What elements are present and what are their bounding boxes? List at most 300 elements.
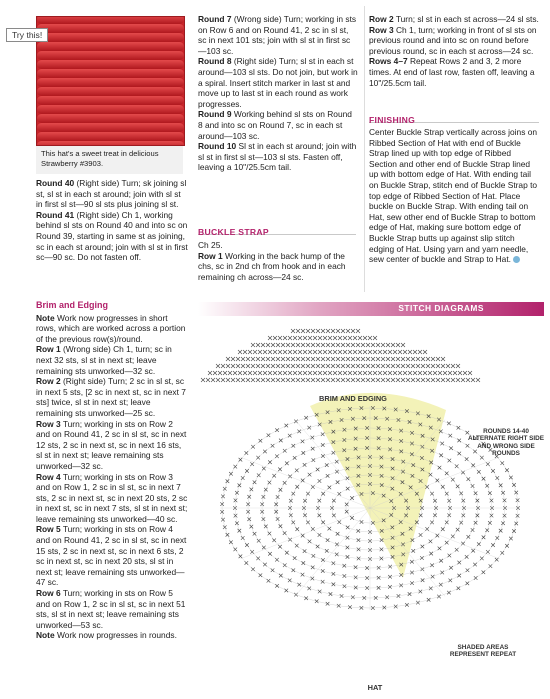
brim-stitch [303, 350, 307, 354]
brim-stitch [406, 378, 410, 382]
instruction-label: Row 2 [369, 14, 394, 24]
hat-stitch [489, 564, 493, 568]
instruction-text: Turn; working in sts on Row 2 and on Round 41, 2 sc in sl st, sc in next 12 sts, 2 sc in next st, sc in next 16 sts, sl st in next st; leave remaining sts unworked—32 sc. [36, 418, 187, 471]
brim-stitch [291, 364, 295, 368]
hat-stitch [448, 459, 452, 463]
brim-stitch [346, 378, 350, 382]
buckle-strap-heading: BUCKLE STRAP [198, 222, 356, 235]
instruction-text: Turn; working in sts on Row 4 and on Round 41, 2 sc in sl st, sc in next 15 sts, 2 sc in next st, sc in next 6 sts, 2 sc in next st, sc in next 20 sts, sl st in next st; leave remaining sts unworked—47 sc. [36, 524, 187, 588]
hat-stitch [259, 439, 263, 443]
hat-stitch [295, 485, 299, 489]
instruction-label: Rows 4–7 [369, 56, 408, 67]
instruction-label: Round 40 [36, 178, 75, 188]
brim-stitch [468, 371, 472, 375]
brim-stitch [281, 364, 285, 368]
brim-stitch [318, 350, 322, 354]
hat-stitch [439, 583, 443, 587]
brim-stitch [308, 336, 312, 340]
hat-stitch [301, 573, 305, 577]
photo-caption: This hat's a sweet treat in delicious Strawberry #3903. [36, 146, 183, 174]
brim-stitch [431, 378, 435, 382]
brim-stitch [458, 371, 462, 375]
brim-stitch [438, 371, 442, 375]
hat-stitch [278, 545, 282, 549]
brim-stitch [271, 343, 275, 347]
hat-stitch [329, 592, 333, 596]
brim-stitch [296, 343, 300, 347]
brim-stitch [411, 364, 415, 368]
instruction-label: Round 7 [198, 14, 232, 24]
brim-stitch [276, 364, 280, 368]
brim-stitch [388, 350, 392, 354]
brim-stitch [293, 350, 297, 354]
instruction-paragraph [369, 25, 541, 57]
hat-stitch [332, 514, 336, 518]
brim-stitch [258, 350, 262, 354]
brim-stitch [251, 378, 255, 382]
instruction-paragraph [36, 419, 188, 472]
hat-stitch [438, 466, 442, 470]
hat-stitch [267, 433, 271, 437]
instruction-paragraph [198, 56, 358, 109]
brim-stitch [358, 336, 362, 340]
brim-stitch [301, 357, 305, 361]
brim-stitch [208, 371, 212, 375]
hat-stitch [241, 476, 245, 480]
hat-stitch [285, 551, 289, 555]
column-divider [364, 6, 365, 292]
brim-stitch [221, 364, 225, 368]
hat-stitch [356, 529, 360, 533]
brim-stitch [361, 343, 365, 347]
hat-stitch [445, 472, 449, 476]
hat-stitch [448, 434, 452, 438]
hat-stitch [275, 584, 279, 588]
instruction-paragraph [36, 524, 188, 588]
hat-stitch [427, 598, 431, 602]
hat-stitch [307, 426, 311, 430]
hat-stitch [303, 499, 307, 503]
hat-stitch [459, 492, 463, 496]
brim-stitch [268, 336, 272, 340]
brim-stitch [403, 371, 407, 375]
brim-stitch [333, 336, 337, 340]
hat-stitch [272, 474, 276, 478]
brim-stitch [316, 378, 320, 382]
brim-stitch [336, 343, 340, 347]
hat-stitch [318, 479, 322, 483]
instruction-text: Turn; working in sts on Row 5 and on Row 1, 2 sc in sl st, sc in next 51 sts, sl st in next st; leave remaining sts unworked—53 sc. [36, 588, 186, 630]
brim-stitch [391, 364, 395, 368]
brim-stitch [421, 364, 425, 368]
brim-stitch [246, 357, 250, 361]
hat-stitch [456, 528, 460, 532]
brim-stitch [326, 357, 330, 361]
stitch-diagrams-banner: STITCH DIAGRAMS [198, 302, 544, 316]
brim-stitch [366, 364, 370, 368]
hat-stitch [291, 521, 295, 525]
hat-stitch [411, 549, 415, 553]
hat-stitch [328, 486, 332, 490]
brim-stitch [396, 378, 400, 382]
hat-stitch [490, 514, 494, 518]
brim-stitch [476, 378, 480, 382]
hat-stitch [288, 579, 292, 583]
column-3 [369, 14, 541, 88]
hat-stitch [419, 533, 423, 537]
hat-stitch [234, 514, 238, 518]
hat-stitch [233, 465, 237, 469]
brim-stitch [401, 343, 405, 347]
hat-stitch [495, 558, 499, 562]
hat-stitch [318, 533, 322, 537]
hat-stitch [316, 545, 320, 549]
brim-stitch [358, 350, 362, 354]
brim-stitch [266, 357, 270, 361]
brim-stitch [436, 378, 440, 382]
hat-stitch [312, 554, 316, 558]
brim-stitch [343, 350, 347, 354]
hat-stitch [226, 533, 230, 537]
hat-stitch [429, 540, 433, 544]
hat-stitch [318, 514, 322, 518]
brim-stitch [426, 378, 430, 382]
brim-stitch [363, 371, 367, 375]
hat-stitch [491, 469, 495, 473]
instruction-text: Ch 25. [198, 240, 223, 250]
brim-stitch [248, 371, 252, 375]
hat-stitch [488, 521, 492, 525]
hat-stitch [318, 590, 322, 594]
hat-stitch [283, 449, 287, 453]
hat-stitch [465, 457, 469, 461]
brim-stitch [426, 357, 430, 361]
brim-stitch [201, 378, 205, 382]
brim-stitch [361, 364, 365, 368]
brim-stitch [328, 371, 332, 375]
brim-stitch [371, 378, 375, 382]
brim-stitch [321, 364, 325, 368]
instruction-paragraph [369, 56, 541, 88]
hat-stitch [288, 538, 292, 542]
hat-stitch [500, 461, 504, 465]
brim-stitch [301, 378, 305, 382]
brim-stitch [233, 371, 237, 375]
hat-stitch [311, 566, 315, 570]
hat-stitch [288, 475, 292, 479]
hat-stitch [325, 463, 329, 467]
brim-stitch [318, 336, 322, 340]
hat-stitch [284, 589, 288, 593]
instruction-text: Ch 1, turn; working in front of sl sts on previous round and into sc on round before previous round, sc in each st across—24 sc. [369, 24, 537, 56]
brim-stitch [346, 364, 350, 368]
brim-stitch [393, 350, 397, 354]
brim-stitch [351, 357, 355, 361]
hat-stitch [271, 568, 275, 572]
instruction-text: (Wrong side) Turn; working in sts on Row 6 and on Round 41, 2 sc in sl st, sc in next 101 sts; join with sl st in first sc—103 sc. [198, 14, 357, 56]
brim-stitch [313, 371, 317, 375]
brim-stitch [281, 378, 285, 382]
brim-stitch [413, 371, 417, 375]
hat-stitch [288, 434, 292, 438]
brim-stitch [421, 357, 425, 361]
instruction-paragraph [198, 240, 358, 251]
brim-stitch [298, 371, 302, 375]
brim-stitch [393, 371, 397, 375]
brim-stitch [273, 336, 277, 340]
brim-stitch [246, 378, 250, 382]
hat-stitch [289, 513, 293, 517]
instruction-label: Row 4 [36, 471, 61, 482]
brim-stitch [368, 371, 372, 375]
hat-stitch [275, 428, 279, 432]
brim-stitch [401, 378, 405, 382]
hat-stitch [471, 464, 475, 468]
yarn-row [37, 51, 184, 60]
brim-stitch [288, 371, 292, 375]
brim-stitch [361, 378, 365, 382]
yarn-row [37, 96, 184, 105]
hat-stitch [297, 430, 301, 434]
hat-stitch [304, 596, 308, 600]
brim-stitch [326, 329, 330, 333]
brim-stitch [431, 364, 435, 368]
brim-stitch [253, 350, 257, 354]
brim-stitch [336, 364, 340, 368]
hat-stitch [302, 451, 306, 455]
hat-stitch [294, 593, 298, 597]
yarn-row [37, 105, 184, 114]
hat-stitch [482, 536, 486, 540]
brim-stitch [228, 371, 232, 375]
brim-stitch [416, 357, 420, 361]
hat-stitch [448, 554, 452, 558]
hat-stitch [263, 563, 267, 567]
hat-stitch [461, 471, 465, 475]
hat-stitch [399, 584, 403, 588]
hat-stitch [451, 478, 455, 482]
brim-stitch [331, 364, 335, 368]
brim-stitch [246, 364, 250, 368]
brim-stitch [391, 357, 395, 361]
column-1 [36, 178, 188, 263]
hat-stitch [238, 484, 242, 488]
shaded-areas-label: SHADED AREAS REPRESENT REPEAT [449, 644, 517, 659]
brim-stitch [418, 371, 422, 375]
brim-stitch [326, 364, 330, 368]
hat-stitch [438, 547, 442, 551]
hat-stitch [474, 576, 478, 580]
hat-stitch [239, 555, 243, 559]
brim-stitch [366, 357, 370, 361]
hat-stitch [332, 499, 336, 503]
hat-stitch [306, 492, 310, 496]
brim-stitch [366, 378, 370, 382]
brim-stitch [256, 378, 260, 382]
hat-stitch [291, 492, 295, 496]
brim-stitch [303, 371, 307, 375]
hat-stitch [471, 549, 475, 553]
hat-stitch [345, 503, 349, 507]
brim-stitch [278, 350, 282, 354]
hat-stitch [308, 473, 312, 477]
hat-stitch [345, 510, 349, 514]
hat-stitch [306, 521, 310, 525]
hat-stitch [264, 525, 268, 529]
hat-stitch [482, 477, 486, 481]
brim-stitch [296, 329, 300, 333]
brim-edging-label: BRIM AND EDGING [319, 394, 387, 403]
brim-stitch [368, 336, 372, 340]
hat-stitch [421, 545, 425, 549]
brim-stitch [251, 343, 255, 347]
brim-stitch [311, 357, 315, 361]
hat-stitch [291, 568, 295, 572]
brim-stitch [278, 336, 282, 340]
brim-stitch [306, 378, 310, 382]
brim-stitch [236, 364, 240, 368]
hat-stitch [250, 525, 254, 529]
hat-stitch [461, 542, 465, 546]
instruction-label: Row 1 [198, 250, 223, 261]
yarn-row [37, 24, 184, 33]
brim-stitch [423, 371, 427, 375]
brim-stitch [451, 364, 455, 368]
brim-stitch [406, 357, 410, 361]
hat-stitch [445, 521, 449, 525]
hat-stitch [350, 516, 354, 520]
brim-stitch [293, 371, 297, 375]
brim-stitch [446, 378, 450, 382]
brim-stitch [276, 378, 280, 382]
hat-stitch [430, 492, 434, 496]
hat-stitch [455, 464, 459, 468]
hat-stitch [467, 477, 471, 481]
brim-stitch [376, 343, 380, 347]
yarn-row [37, 114, 184, 123]
hat-stitch [437, 595, 441, 599]
hat-stitch [512, 483, 516, 487]
brim-stitch [341, 329, 345, 333]
instruction-label: Note [36, 630, 55, 641]
brim-stitch [291, 343, 295, 347]
instruction-text: Working behind sl sts on Round 8 and into sc on Round 7, sc in each st around—103 sc. [198, 109, 352, 141]
hat-stitch [302, 561, 306, 565]
brim-stitch [378, 350, 382, 354]
instruction-label: Round 10 [198, 141, 237, 152]
hat-stitch [441, 485, 445, 489]
instruction-text: (Wrong side) Ch 1, turn; sc in next 32 sts, sl st in next st; leave remaining sts unworked—32 sc. [36, 344, 172, 376]
instruction-paragraph [36, 630, 188, 641]
instruction-label: Row 5 [36, 524, 61, 535]
hat-stitch [461, 499, 465, 503]
hat-stitch [271, 444, 275, 448]
brim-stitch [218, 371, 222, 375]
brim-stitch [366, 343, 370, 347]
brim-stitch [241, 378, 245, 382]
hat-photo [36, 16, 185, 146]
hat-stitch [501, 521, 505, 525]
brim-stitch [383, 371, 387, 375]
hat-stitch [279, 524, 283, 528]
brim-stitch [256, 343, 260, 347]
brim-stitch [278, 371, 282, 375]
hat-stitch [337, 492, 341, 496]
brim-stitch [363, 350, 367, 354]
yarn-row [37, 42, 184, 51]
instruction-paragraph [198, 109, 358, 141]
brim-stitch [291, 378, 295, 382]
brim-stitch [283, 371, 287, 375]
brim-stitch [296, 357, 300, 361]
brim-stitch [238, 350, 242, 354]
hat-stitch [328, 527, 332, 531]
hat-stitch [289, 499, 293, 503]
instruction-text: Sl st in each st around; join with sl st in first sl st—103 sl sts. Fasten off, leaving a 10"/25.5cm tail. [198, 141, 357, 173]
brim-stitch [281, 343, 285, 347]
brim-stitch [386, 343, 390, 347]
yarn-row [37, 33, 184, 42]
end-mark-icon [513, 256, 520, 263]
brim-stitch [456, 378, 460, 382]
brim-stitch [243, 371, 247, 375]
brim-stitch [448, 371, 452, 375]
brim-stitch [443, 371, 447, 375]
brim-stitch [331, 343, 335, 347]
brim-stitch [396, 357, 400, 361]
hat-stitch [272, 538, 276, 542]
hat-stitch [245, 469, 249, 473]
brim-stitch [286, 378, 290, 382]
hat-stitch [321, 580, 325, 584]
hat-stitch [499, 529, 503, 533]
hat-stitch [448, 579, 452, 583]
finishing-text: Center Buckle Strap vertically across joins on Ribbed Section of Hat with end of Buckle Strap lined up with top edge of Ribbed Section and other end of Buckle Strap lined up with bottom edge of Hat. With ending tail on Buckle Strap, stitch end of Buckle Strap to top edge of Ribbed Section of Hat. Place buckle on Buckle Strap. With ending tail on Hat, sew other end of Buckle Strap to bottom edge of Hat, making sure bottom edge of Buckle Strap butts up against slip stitch edging of Hat. Using yarn and yarn needle, sew center of buckle and Strap to Hat. [369, 127, 538, 265]
brim-stitch [243, 350, 247, 354]
brim-stitch [318, 371, 322, 375]
brim-stitch [311, 378, 315, 382]
hat-stitch [461, 514, 465, 518]
brim-stitch [261, 378, 265, 382]
brim-stitch [231, 378, 235, 382]
brim-stitch [376, 357, 380, 361]
yarn-row [37, 87, 184, 96]
brim-stitch [453, 371, 457, 375]
brim-stitch [351, 378, 355, 382]
brim-stitch [336, 329, 340, 333]
hat-stitch [410, 581, 414, 585]
brim-stitch [331, 357, 335, 361]
hat-stitch [257, 539, 261, 543]
brim-stitch [231, 364, 235, 368]
hat-stitch [318, 499, 322, 503]
brim-stitch [261, 364, 265, 368]
hat-stitch [445, 492, 449, 496]
instruction-paragraph [36, 313, 188, 345]
brim-stitch [241, 364, 245, 368]
hat-stitch [321, 432, 325, 436]
brim-stitch [371, 357, 375, 361]
hat-stitch [346, 487, 350, 491]
hat-stitch [343, 584, 347, 588]
hat-stitch [466, 568, 470, 572]
brim-stitch [341, 364, 345, 368]
brim-stitch [271, 357, 275, 361]
hat-stitch [447, 591, 451, 595]
brim-stitch [296, 364, 300, 368]
brim-stitch [328, 336, 332, 340]
hat-stitch [490, 499, 494, 503]
